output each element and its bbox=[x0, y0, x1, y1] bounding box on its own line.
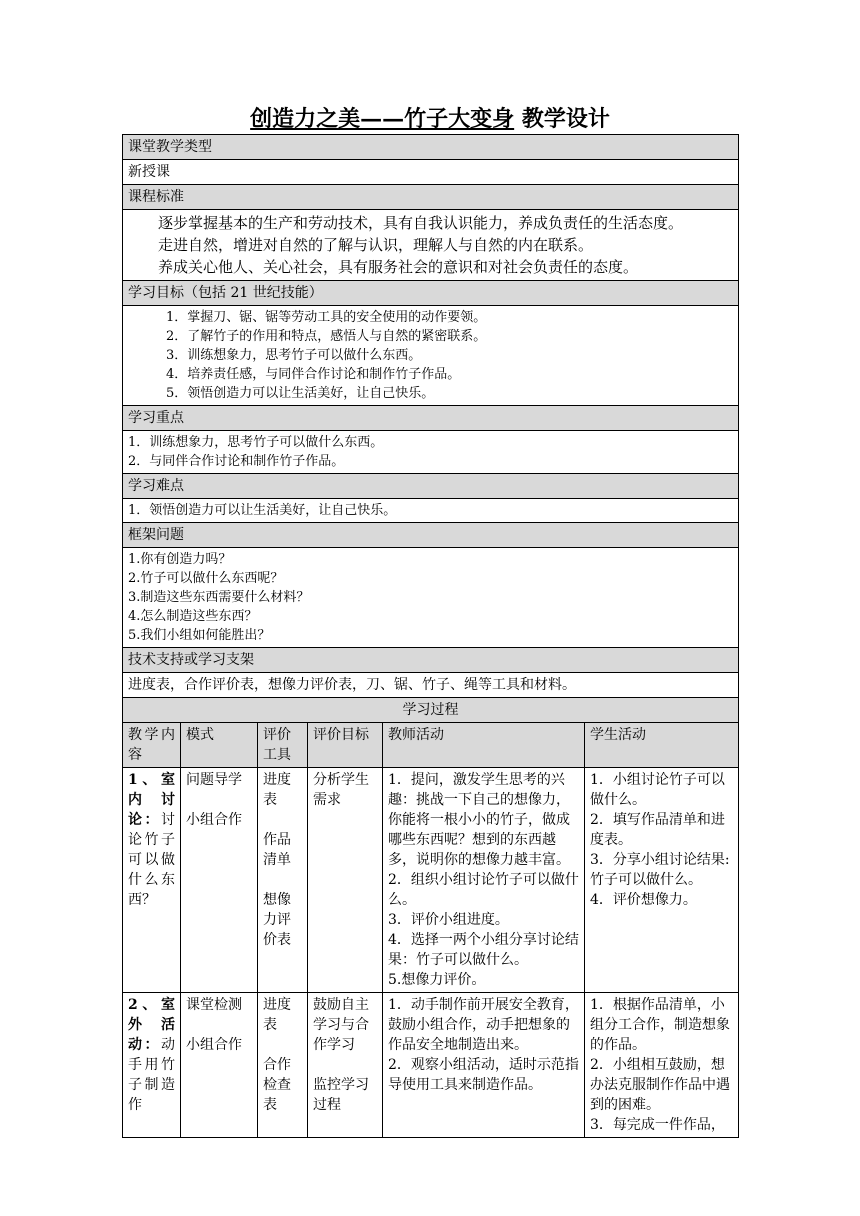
focus-item: 1．训练想象力，思考竹子可以做什么东西。 bbox=[128, 435, 384, 450]
framework-list bbox=[123, 548, 739, 648]
stage-title: 1、室内讨论： bbox=[128, 772, 175, 828]
goal-text: 监控学习过程 bbox=[313, 1077, 369, 1113]
framework-item: 3.制造这些东西需要什么材料？ bbox=[128, 590, 310, 605]
teacher-activity: 2．观察小组活动，适时示范指导使用工具来制造作品。 bbox=[388, 1057, 579, 1093]
process-row bbox=[123, 993, 739, 1138]
process-header-row bbox=[123, 723, 739, 768]
stage-desc: 动手用竹子制造作 bbox=[128, 1037, 175, 1113]
goal-text: 鼓励自主学习与合作学习 bbox=[313, 997, 369, 1053]
col-header-goal: 评价目标 bbox=[308, 723, 383, 768]
framework-item: 4.怎么制造这些东西？ bbox=[128, 609, 258, 624]
mode-item: 小组合作 bbox=[186, 812, 242, 828]
lesson-type-label: 课堂教学类型 bbox=[123, 135, 739, 160]
col-header-mode: 模式 bbox=[181, 723, 258, 768]
goal-text: 分析学生需求 bbox=[313, 772, 369, 808]
standard-content bbox=[123, 210, 739, 281]
tool-item: 进度表 bbox=[263, 997, 291, 1033]
student-activity: 2．小组相互鼓励，想办法克服制作作品中遇到的困难。 bbox=[590, 1057, 730, 1113]
difficulty-item: 1．领悟创造力可以让生活美好，让自己快乐。 bbox=[128, 503, 397, 518]
difficulty-label: 学习难点 bbox=[123, 474, 739, 499]
stage-cell bbox=[123, 768, 181, 993]
teacher-activity: 1．动手制作前开展安全教育，鼓励小组合作，动手把想象的作品安全地制造出来。 bbox=[388, 997, 579, 1053]
tool-item: 想像力评价表 bbox=[263, 892, 291, 948]
student-activity: 3．分享小组讨论结果:竹子可以做什么。 bbox=[590, 852, 730, 888]
goal-item: 2．了解竹子的作用和特点，感悟人与自然的紧密联系。 bbox=[166, 329, 487, 344]
stage-cell bbox=[123, 993, 181, 1138]
stage-desc: 讨论竹子可以做什么东西？ bbox=[128, 812, 175, 908]
teacher-activity: 4．选择一两个小组分享讨论结果：竹子可以做什么。 bbox=[388, 932, 579, 968]
student-activity: 1．小组讨论竹子可以做什么。 bbox=[590, 772, 725, 808]
student-activity: 4．评价想像力。 bbox=[590, 892, 697, 908]
tool-item: 进度表 bbox=[263, 772, 291, 808]
tool-item: 合作检查表 bbox=[263, 1057, 291, 1113]
stage-title: 2、室外活动： bbox=[128, 997, 175, 1053]
framework-item: 5.我们小组如何能胜出？ bbox=[128, 628, 271, 643]
tech-value: 进度表，合作评价表，想像力评价表，刀、锯、竹子、绳等工具和材料。 bbox=[123, 673, 739, 698]
student-cell bbox=[585, 768, 739, 993]
process-row bbox=[123, 768, 739, 993]
goal-item: 4．培养责任感，与同伴合作讨论和制作竹子作品。 bbox=[166, 367, 461, 382]
mode-item: 课堂检测 bbox=[186, 997, 242, 1013]
col-header-teacher: 教师活动 bbox=[383, 723, 585, 768]
tool-cell bbox=[258, 993, 308, 1138]
standard-para: 走进自然，增进对自然的了解与认识，理解人与自然的内在联系。 bbox=[158, 236, 594, 254]
student-cell bbox=[585, 993, 739, 1138]
student-activity: 1．根据作品清单，小组分工合作，制造想象的作品。 bbox=[590, 997, 730, 1053]
framework-label: 框架问题 bbox=[123, 523, 739, 548]
goal-item: 3．训练想象力，思考竹子可以做什么东西。 bbox=[166, 348, 422, 363]
tech-label: 技术支持或学习支架 bbox=[123, 648, 739, 673]
goals-label: 学习目标（包括 21 世纪技能） bbox=[123, 281, 739, 306]
tool-cell bbox=[258, 768, 308, 993]
goal-item: 1．掌握刀、锯、锯等劳动工具的安全使用的动作要领。 bbox=[166, 310, 487, 325]
student-activity: 3．每完成一件作品， bbox=[590, 1117, 725, 1133]
standard-para: 养成关心他人、关心社会，具有服务社会的意识和对社会负责任的态度。 bbox=[158, 258, 639, 276]
teacher-cell bbox=[383, 993, 585, 1138]
process-label: 学习过程 bbox=[123, 698, 739, 723]
title-suffix: 教学设计 bbox=[521, 106, 610, 132]
framework-item: 2.竹子可以做什么东西呢？ bbox=[128, 571, 284, 586]
teacher-activity: 1．提问，激发学生思考的兴趣：挑战一下自己的想像力，你能将一根小小的竹子，做成哪些东西呢？想到的东西越多，说明你的想像力越丰富。 bbox=[388, 772, 570, 868]
goal-item: 5．领悟创造力可以让生活美好，让自己快乐。 bbox=[166, 386, 435, 401]
mode-item: 小组合作 bbox=[186, 1037, 242, 1053]
teacher-activity: 3．评价小组进度。 bbox=[388, 912, 509, 928]
framework-item: 1.你有创造力吗？ bbox=[128, 552, 232, 567]
goals-list bbox=[123, 306, 739, 406]
mode-item: 问题导学 bbox=[186, 772, 242, 788]
teacher-activity: 2．组织小组讨论竹子可以做什么。 bbox=[388, 872, 579, 908]
focus-item: 2．与同伴合作讨论和制作竹子作品。 bbox=[128, 454, 345, 469]
goal-cell bbox=[308, 768, 383, 993]
col-header-tool: 评价工具 bbox=[258, 723, 308, 768]
tool-item: 作品清单 bbox=[263, 832, 291, 868]
standard-para: 逐步掌握基本的生产和劳动技术，具有自我认识能力，养成负责任的生活态度。 bbox=[158, 214, 684, 232]
title-main: 创造力之美——竹子大变身 bbox=[250, 106, 515, 132]
teacher-cell bbox=[383, 768, 585, 993]
focus-label: 学习重点 bbox=[123, 406, 739, 431]
focus-list bbox=[123, 431, 739, 474]
teacher-activity: 5.想像力评价。 bbox=[388, 972, 486, 988]
mode-cell bbox=[181, 768, 258, 993]
col-header-student: 学生活动 bbox=[585, 723, 739, 768]
standard-label: 课程标准 bbox=[123, 185, 739, 210]
difficulty-list bbox=[123, 499, 739, 523]
mode-cell bbox=[181, 993, 258, 1138]
student-activity: 2．填写作品清单和进度表。 bbox=[590, 812, 725, 848]
document-title bbox=[122, 104, 738, 134]
col-header-content: 教学内容 bbox=[123, 723, 181, 768]
lesson-type-value: 新授课 bbox=[123, 160, 739, 185]
lesson-plan-table bbox=[122, 134, 739, 1138]
goal-cell bbox=[308, 993, 383, 1138]
